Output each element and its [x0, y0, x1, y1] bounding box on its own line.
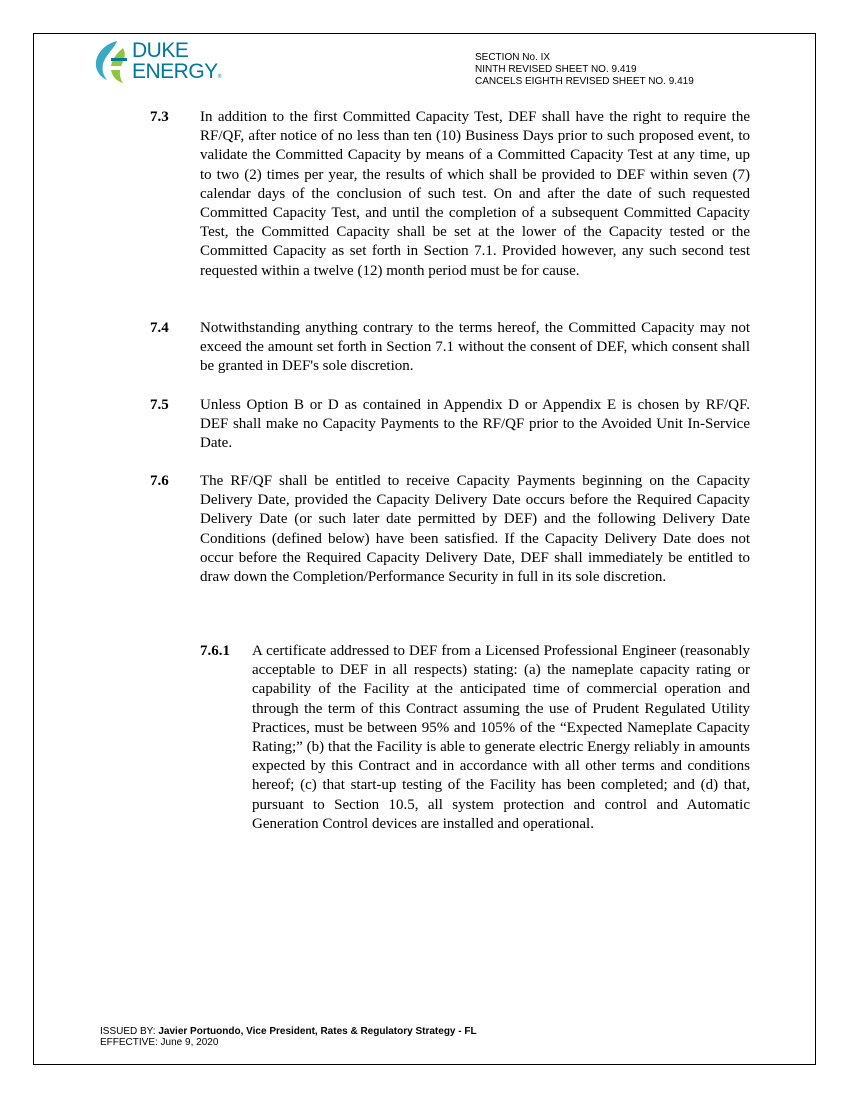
clause-text: In addition to the first Committed Capacity Test, DEF shall have the right to require the RF/QF, after notice of no less than ten (10) Business Days prior to such proposed event, to validate the Committed Capacity by means of a Committed Capacity Test at any time, up to two (2) times per year, the results of which shall be provided to DEF within seven (7) calendar days of the conclusion of such test. On and after the date of such requested Committed Capacity Test, and until the completion of a subsequent Committed Capacity Test, the Committed Capacity shall be set at the lower of the Capacity tested or the Committed Capacity as set forth in Section 7.1. Provided however, any such second test requested within a twelve (12) month period must be for cause.: [200, 109, 750, 279]
duke-energy-logo: [93, 40, 243, 90]
effective-date: EFFECTIVE: June 9, 2020: [100, 1037, 219, 1048]
subclause-7-6-1: [200, 642, 750, 834]
registered-mark: ®: [217, 74, 221, 80]
revised-sheet: NINTH REVISED SHEET NO. 9.419: [475, 64, 637, 75]
clause-number: 7.6: [150, 473, 169, 489]
section-number: SECTION No. IX: [475, 52, 551, 63]
duke-energy-flame-icon: [93, 40, 133, 84]
subclause-number: 7.6.1: [200, 643, 230, 659]
clause-number: 7.5: [150, 397, 169, 413]
clause-number: 7.4: [150, 320, 169, 336]
clause-7-3: [150, 108, 750, 281]
issued-by-value: Javier Portuondo, Vice President, Rates & Regulatory Strategy - FL: [158, 1026, 477, 1037]
issued-by-label: ISSUED BY:: [100, 1026, 159, 1037]
clause-7-5: [150, 396, 750, 454]
logo-line-energy: ENERGY: [132, 60, 218, 83]
clause-text: Unless Option B or D as contained in Appendix D or Appendix E is chosen by RF/QF. DEF shall make no Capacity Payments to the RF/QF prior to the Avoided Unit In-Service Date.: [200, 397, 750, 452]
logo-line-duke: DUKE: [132, 39, 189, 62]
clause-number: 7.3: [150, 109, 169, 125]
sheet-info: [475, 52, 694, 88]
clause-7-6: [150, 472, 750, 587]
clause-text: Notwithstanding anything contrary to the terms hereof, the Committed Capacity may not exceed the amount set forth in Section 7.1 without the consent of DEF, which consent shall be granted in DEF's sole discretion.: [200, 320, 750, 375]
subclause-text: A certificate addressed to DEF from a Licensed Professional Engineer (reasonably acceptable to DEF in all respects) stating: (a) the nameplate capacity rating or capability of the Facility at the anticipated time of commercial operation and through the term of this Contract assuming the use of Prudent Regulated Utility Practices, must be between 95% and 105% of the “Expected Nameplate Capacity Rating;” (b) that the Facility is able to generate electric Energy reliably in amounts expected by this Contract and in accordance with all other terms and conditions hereof; (c) that start-up testing of the Facility has been completed; and (d) that, pursuant to Section 10.5, all system protection and control and Automatic Generation Control devices are installed and operational.: [252, 643, 750, 832]
clause-7-4: [150, 319, 750, 377]
clause-text: The RF/QF shall be entitled to receive Capacity Payments beginning on the Capacity Delivery Date, provided the Capacity Delivery Date occurs before the Required Capacity Delivery Date (or such later date permitted by DEF) and the following Delivery Date Conditions (defined below) have been satisfied. If the Capacity Delivery Date does not occur before the Required Capacity Delivery Date, DEF shall immediately be entitled to draw down the Completion/Performance Security in full in its sole discretion.: [200, 473, 750, 586]
footer: [100, 1026, 477, 1048]
cancels-sheet: CANCELS EIGHTH REVISED SHEET NO. 9.419: [475, 76, 694, 87]
